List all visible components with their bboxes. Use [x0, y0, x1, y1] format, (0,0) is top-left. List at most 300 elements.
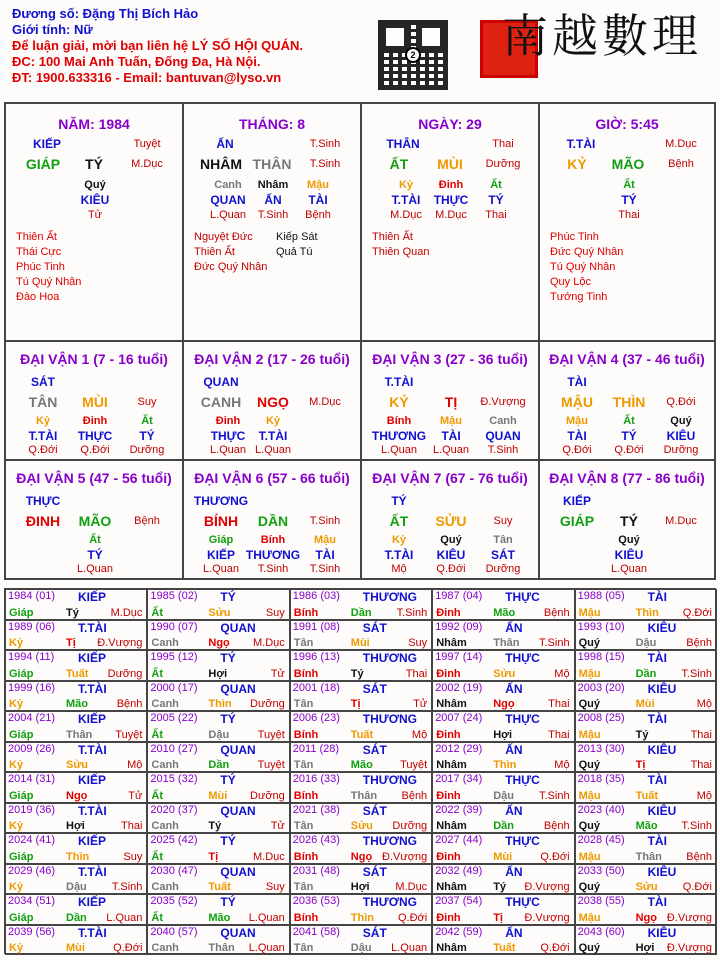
year-life-stage: Thai: [405, 667, 428, 680]
year-life-stage: Thai: [690, 728, 712, 741]
year-branch: Mùi: [493, 850, 513, 863]
year-branch: Dậu: [493, 789, 514, 802]
year-stem: Đinh: [436, 850, 461, 863]
year-cell: [575, 589, 717, 620]
year-life-stage: Tuyệt: [257, 728, 285, 741]
year-label: 2001 (18): [292, 681, 340, 694]
year-branch: Tuất: [350, 728, 374, 741]
year-branch: Mùi: [635, 698, 655, 710]
year-cell: [575, 772, 717, 803]
year-cell: [147, 620, 289, 651]
hidden-ten-god: TÝ: [621, 193, 637, 207]
year-cell: [5, 894, 147, 925]
year-branch: Dậu: [208, 728, 230, 741]
year-life-stage: Bệnh: [543, 606, 570, 619]
year-label: 2006 (23): [292, 712, 340, 724]
dai-van-branch: MÃO: [78, 513, 112, 529]
year-branch: Thìn: [635, 606, 659, 619]
year-ten-god: KIẾP: [78, 834, 107, 848]
year-stem: Tân: [293, 881, 314, 893]
year-ten-god: TÀI: [647, 651, 667, 665]
year-ten-god: KIÊU: [647, 620, 677, 635]
year-stem: Đinh: [436, 667, 461, 680]
year-ten-god: QUAN: [220, 803, 256, 818]
year-ten-god: T.TÀI: [78, 681, 107, 696]
year-life-stage: Mộ: [127, 759, 143, 771]
hidden-ten-god: THỰC: [77, 429, 113, 443]
year-stem: Đinh: [436, 789, 461, 802]
hidden-ten-god: ẤN: [264, 193, 282, 207]
year-life-stage: Đ.Vượng: [524, 911, 570, 924]
year-ten-god: QUAN: [220, 681, 256, 696]
year-life-stage: Tuyệt: [257, 759, 285, 771]
year-cell: [432, 650, 574, 681]
year-stem: Bính: [293, 789, 319, 802]
dai-van-title: ĐẠI VẬN 3 (27 - 36 tuổi): [372, 351, 528, 367]
star-name: Phúc Tinh: [16, 261, 65, 273]
year-ten-god: ẤN: [505, 681, 523, 696]
hidden-life-stage: L.Quan: [202, 563, 240, 575]
year-cell: [5, 650, 147, 681]
year-life-stage: Tuyệt: [115, 728, 143, 741]
hidden-ten-god: KIÊU: [614, 548, 644, 562]
star-name: Thiên Ất: [16, 231, 57, 243]
year-life-stage: Tuyệt: [400, 759, 428, 771]
pillar-cell: [361, 103, 539, 341]
year-stem: Quý: [578, 881, 600, 893]
year-label: 2003 (20): [577, 681, 625, 694]
hidden-life-stage: L.Quan: [432, 444, 470, 456]
year-life-stage: Thai: [548, 698, 570, 710]
year-stem: Canh: [151, 881, 179, 893]
qr-center-badge: 2: [405, 47, 421, 63]
year-stem: Mậu: [578, 911, 601, 924]
year-branch: Thân: [493, 637, 520, 649]
hidden-stem: Đinh: [438, 179, 464, 191]
hidden-life-stage: M.Dục: [435, 209, 467, 221]
hidden-stem: Mậu: [566, 415, 588, 427]
year-stem: Quý: [578, 942, 600, 954]
year-branch: Dậu: [635, 637, 657, 649]
dai-van-life-stage: Suy: [137, 396, 157, 408]
year-stem: Quý: [578, 820, 600, 832]
hidden-life-stage: Thai: [618, 209, 640, 221]
pillar-cell: [5, 103, 183, 341]
year-cell: [575, 864, 717, 895]
dai-van-ten-god: QUAN: [203, 375, 239, 389]
hidden-ten-god: TÝ: [621, 429, 637, 443]
ten-god-label: THÂN: [386, 137, 420, 151]
year-branch: Tý: [493, 881, 507, 893]
dai-van-cell: [5, 460, 183, 579]
year-ten-god: THỰC: [505, 773, 540, 787]
year-label: 1994 (11): [8, 651, 55, 663]
hidden-life-stage: Q.Đới: [562, 444, 592, 456]
year-branch: Tý: [208, 820, 222, 832]
dai-van-life-stage: M.Dục: [665, 515, 697, 527]
year-label: 2040 (57): [150, 925, 198, 938]
hidden-stem: Kỷ: [265, 415, 281, 427]
year-branch: Tý: [66, 606, 79, 619]
dai-van-stem: MẬU: [561, 394, 593, 410]
dai-van-life-stage: M.Dục: [309, 396, 341, 408]
heavenly-stem: KỶ: [567, 156, 587, 172]
hidden-stem: Quý: [440, 534, 462, 546]
year-cell: [147, 894, 289, 925]
life-stage: Dưỡng: [485, 158, 521, 170]
life-stage: M.Dục: [131, 158, 163, 170]
year-label: 1987 (04): [435, 590, 483, 602]
hidden-ten-god: KIẾP: [206, 548, 236, 562]
year-branch: Tị: [208, 850, 219, 863]
hidden-ten-god: TÝ: [488, 193, 504, 207]
dai-van-cell: [183, 460, 361, 579]
name-line: Đương số: Đặng Thị Bích Hảo: [12, 6, 199, 21]
year-branch: Sửu: [66, 759, 89, 771]
year-life-stage: Suy: [123, 850, 143, 863]
year-ten-god: TÝ: [220, 773, 236, 787]
year-cell: [575, 803, 717, 834]
life-stage: T.Sinh: [309, 158, 341, 170]
pillar-title: NĂM: 1984: [58, 116, 130, 132]
year-branch: Thìn: [350, 911, 375, 924]
dai-van-life-stage: Q.Đới: [666, 396, 696, 408]
year-life-stage: Tử: [270, 820, 285, 832]
dai-van-ten-god: KIẾP: [562, 494, 592, 508]
year-cell: [5, 864, 147, 895]
heavenly-stem: ẤT: [389, 156, 409, 172]
year-stem: Nhâm: [436, 759, 467, 771]
hidden-stem: Ất: [623, 415, 635, 427]
hidden-ten-god: T.TÀI: [28, 429, 58, 443]
year-life-stage: Mộ: [411, 728, 428, 741]
dai-van-branch: TỊ: [444, 394, 458, 410]
year-life-stage: Thai: [690, 759, 712, 771]
year-cell: [147, 925, 289, 956]
year-label: 2017 (34): [435, 773, 483, 785]
year-cell: [290, 711, 432, 742]
hidden-ten-god: THỰC: [210, 429, 246, 443]
star-name: Thiên Ất: [194, 246, 235, 258]
year-branch: Sửu: [493, 667, 516, 680]
year-label: 2031 (48): [292, 864, 340, 877]
year-cell: [432, 742, 574, 773]
star-name: Thiên Quan: [372, 246, 430, 258]
year-life-stage: Dưỡng: [392, 820, 428, 832]
dai-van-life-stage: T.Sinh: [309, 515, 341, 527]
dai-van-cell: [361, 341, 539, 460]
earthly-branch: MÙI: [437, 156, 463, 172]
year-branch: Tý: [350, 667, 364, 680]
dai-van-ten-god: T.TÀI: [384, 375, 414, 389]
year-branch: Mão: [208, 911, 231, 924]
hidden-ten-god: T.TÀI: [258, 429, 288, 443]
dai-van-title: ĐẠI VẬN 8 (77 - 86 tuổi): [549, 470, 705, 486]
hidden-life-stage: Dưỡng: [663, 444, 699, 456]
hidden-life-stage: Q.Đới: [436, 563, 466, 575]
year-life-stage: Đ.Vượng: [666, 942, 712, 954]
year-cell: [147, 742, 289, 773]
year-label: 2038 (55): [577, 895, 625, 907]
year-life-stage: Q.Đới: [540, 942, 570, 954]
year-branch: Dần: [208, 759, 230, 771]
year-branch: Thìn: [208, 698, 232, 710]
hidden-ten-god: TÀI: [441, 429, 461, 443]
hidden-life-stage: Mộ: [391, 563, 407, 575]
hidden-life-stage: T.Sinh: [257, 563, 289, 575]
year-cell: [432, 864, 574, 895]
year-life-stage: Mộ: [696, 698, 712, 710]
year-cell: [147, 864, 289, 895]
year-branch: Tị: [66, 637, 76, 649]
heavenly-stem: GIÁP: [25, 156, 61, 172]
star-name: Đào Hoa: [16, 291, 60, 303]
year-branch: Mùi: [208, 789, 228, 802]
hidden-ten-god: TÀI: [308, 193, 328, 207]
year-ten-god: TÀI: [647, 895, 667, 909]
year-branch: Thân: [350, 789, 378, 802]
year-cell: [575, 681, 717, 712]
year-ten-god: KIẾP: [78, 895, 107, 909]
year-stem: Giáp: [9, 850, 34, 863]
year-label: 2012 (29): [435, 742, 483, 755]
year-ten-god: THỰC: [505, 590, 540, 604]
year-cell: [5, 833, 147, 864]
year-cell: [432, 681, 574, 712]
year-cell: [5, 620, 147, 651]
dai-van-title: ĐẠI VẬN 6 (57 - 66 tuổi): [194, 470, 350, 486]
year-branch: Tuất: [66, 667, 89, 680]
year-stem: Canh: [151, 942, 179, 954]
year-cell: [147, 833, 289, 864]
year-branch: Mùi: [350, 637, 370, 649]
year-stem: Giáp: [9, 667, 34, 680]
year-stem: Nhâm: [436, 637, 467, 649]
year-branch: Thân: [635, 850, 662, 863]
hidden-stem: Nhâm: [257, 179, 289, 191]
year-branch: Ngọ: [493, 698, 515, 710]
year-branch: Tuất: [208, 881, 231, 893]
year-cell: [290, 589, 432, 620]
year-label: 2005 (22): [150, 712, 198, 724]
year-label: 2032 (49): [435, 864, 483, 877]
dai-van-cell: [539, 460, 715, 579]
year-label: 2030 (47): [150, 864, 198, 877]
year-label: 2039 (56): [8, 925, 56, 938]
year-life-stage: Bệnh: [686, 637, 712, 649]
year-cell: [290, 681, 432, 712]
year-label: 1996 (13): [292, 651, 340, 663]
year-ten-god: SÁT: [362, 620, 387, 635]
dai-van-life-stage: Suy: [493, 515, 513, 527]
dai-van-ten-god: THƯƠNG: [193, 494, 249, 508]
dai-van-life-stage: Bệnh: [134, 515, 160, 527]
year-ten-god: QUAN: [220, 925, 256, 940]
year-cell: [147, 650, 289, 681]
year-ten-god: SÁT: [362, 681, 387, 696]
year-cell: [575, 620, 717, 651]
heavenly-stem: NHÂM: [200, 156, 242, 172]
year-life-stage: T.Sinh: [111, 881, 143, 893]
year-life-stage: Mộ: [554, 667, 570, 680]
year-stem: Ất: [151, 667, 163, 680]
year-life-stage: Thai: [120, 820, 143, 832]
hidden-ten-god: TÝ: [139, 429, 155, 443]
star-name: Thái Cực: [16, 246, 62, 258]
year-branch: Tị: [493, 911, 503, 924]
year-label: 2007 (24): [435, 712, 483, 724]
year-life-stage: M.Dục: [110, 606, 143, 619]
hidden-stem: Đinh: [82, 415, 108, 427]
dai-van-stem: ẤT: [389, 513, 409, 529]
year-ten-god: TÀI: [647, 712, 667, 726]
year-stem: Nhâm: [436, 881, 467, 893]
year-ten-god: TÝ: [220, 834, 236, 848]
year-cell: [147, 803, 289, 834]
year-ten-god: KIẾP: [78, 712, 107, 726]
address-line: ĐC: 100 Mai Anh Tuấn, Đống Đa, Hà Nội.: [12, 54, 261, 69]
hidden-ten-god: THƯƠNG: [245, 548, 301, 562]
year-label: 2019 (36): [8, 803, 56, 816]
hidden-stem: Kỷ: [391, 534, 407, 546]
year-cell: [432, 833, 574, 864]
year-life-stage: Tử: [128, 789, 143, 802]
year-ten-god: T.TÀI: [78, 620, 107, 635]
year-branch: Dần: [635, 667, 657, 680]
header-info: [12, 6, 303, 86]
hidden-stem: Ất: [89, 534, 101, 546]
year-label: 2029 (46): [8, 864, 56, 877]
earthly-branch: MÃO: [611, 156, 645, 172]
year-cell: [290, 833, 432, 864]
dai-van-stem: ĐINH: [25, 513, 61, 529]
year-cell: [5, 925, 147, 956]
pillar-title: THÁNG: 8: [238, 116, 306, 132]
year-label: 2035 (52): [150, 895, 198, 907]
year-stem: Nhâm: [436, 698, 467, 710]
year-stem: Đinh: [436, 606, 461, 619]
year-stem: Quý: [578, 637, 600, 649]
year-cell: [147, 589, 289, 620]
year-stem: Kỷ: [9, 942, 24, 954]
year-label: 2023 (40): [577, 803, 625, 816]
year-label: 1991 (08): [292, 620, 340, 633]
year-stem: Đinh: [436, 728, 461, 741]
hidden-stem: Ất: [141, 415, 153, 427]
year-branch: Tuất: [635, 789, 658, 802]
year-life-stage: Q.Đới: [397, 911, 428, 924]
year-cell: [575, 833, 717, 864]
year-ten-god: KIẾP: [78, 773, 107, 787]
year-cell: [432, 620, 574, 651]
hidden-stem: Ất: [623, 179, 635, 191]
life-stage-top: M.Dục: [665, 138, 697, 150]
year-cell: [575, 925, 717, 956]
year-stem: Giáp: [9, 789, 34, 802]
year-ten-god: TÀI: [647, 590, 667, 604]
year-branch: Tý: [635, 728, 649, 741]
year-life-stage: T.Sinh: [681, 820, 712, 832]
star-name: Kiếp Sát: [276, 231, 318, 243]
yearly-table: [4, 588, 716, 954]
year-branch: Tuất: [493, 942, 516, 954]
year-branch: Mão: [635, 820, 658, 832]
year-ten-god: KIÊU: [647, 925, 677, 940]
hidden-ten-god: SÁT: [491, 548, 515, 562]
year-stem: Nhâm: [436, 820, 467, 832]
star-name: Phúc Tinh: [550, 231, 599, 243]
year-label: 2018 (35): [577, 773, 625, 785]
year-stem: Mậu: [578, 850, 601, 863]
year-label: 2014 (31): [8, 773, 56, 785]
earthly-branch: TÝ: [85, 156, 103, 172]
year-cell: [5, 589, 147, 620]
dai-van-cell: [183, 341, 361, 460]
year-life-stage: Thai: [548, 728, 570, 741]
year-stem: Tân: [293, 820, 314, 832]
year-label: 2026 (43): [292, 834, 340, 846]
year-life-stage: Bệnh: [543, 820, 570, 832]
year-label: 2009 (26): [8, 742, 56, 755]
year-stem: Đinh: [436, 911, 461, 924]
year-cell: [432, 589, 574, 620]
year-branch: Sửu: [350, 820, 373, 832]
hidden-ten-god: QUAN: [210, 193, 246, 207]
hidden-stem: Quý: [618, 534, 640, 546]
hidden-stem: Mậu: [440, 415, 462, 427]
year-stem: Ất: [151, 606, 163, 619]
year-stem: Giáp: [9, 911, 34, 924]
year-cell: [290, 864, 432, 895]
year-life-stage: Tử: [413, 698, 428, 710]
year-life-stage: Bệnh: [686, 850, 712, 863]
hidden-stem: Kỷ: [398, 179, 414, 191]
earthly-branch: THÂN: [252, 156, 292, 172]
year-cell: [290, 650, 432, 681]
life-stage: Bệnh: [668, 158, 694, 170]
year-branch: Mão: [66, 698, 88, 710]
year-cell: [5, 742, 147, 773]
life-stage-top: Tuyệt: [133, 138, 161, 150]
year-life-stage: Suy: [408, 637, 428, 649]
year-stem: Ất: [151, 911, 163, 924]
year-life-stage: Mộ: [554, 759, 570, 771]
year-ten-god: KIÊU: [647, 864, 677, 879]
year-cell: [147, 681, 289, 712]
year-label: 1990 (07): [150, 620, 198, 633]
dai-van-ten-god: TÝ: [391, 494, 407, 508]
hidden-stem: Tân: [493, 534, 513, 546]
year-ten-god: TÝ: [220, 712, 236, 726]
dai-van-ten-god: THỰC: [25, 494, 61, 508]
year-branch: Dần: [493, 820, 514, 832]
hidden-ten-god: T.TÀI: [384, 548, 414, 562]
life-stage-top: Thai: [492, 138, 514, 150]
year-cell: [5, 681, 147, 712]
year-branch: Dần: [350, 606, 372, 619]
phone-line: ĐT: 1900.633316 - Email: bantuvan@lyso.vn: [12, 70, 282, 85]
dai-van-stem: BÍNH: [203, 513, 239, 529]
dai-van-ten-god: TÀI: [567, 375, 587, 389]
contact-line: Để luận giải, mời bạn liên hệ LÝ SỐ HỘI QUÁN.: [12, 38, 303, 53]
star-name: Nguyệt Đức: [194, 231, 253, 243]
year-life-stage: L.Quan: [106, 911, 143, 924]
star-name: Đức Quý Nhân: [194, 261, 268, 273]
year-stem: Bính: [293, 850, 319, 863]
ten-god-label: KIẾP: [32, 137, 62, 151]
year-label: 2011 (28): [292, 742, 340, 755]
ten-god-label: ẤN: [216, 137, 234, 151]
